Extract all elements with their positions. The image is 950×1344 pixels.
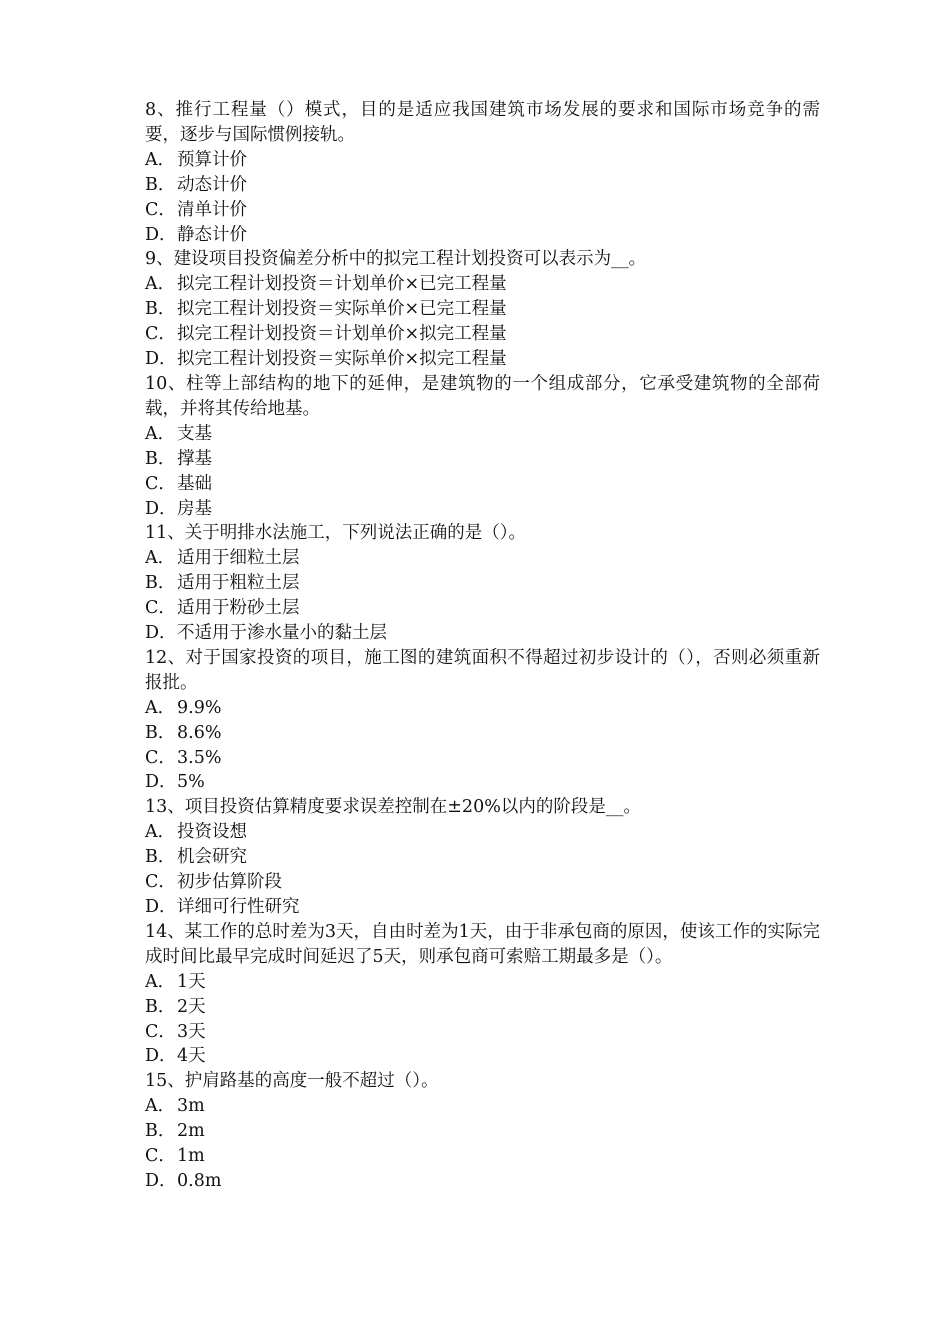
option-text: 适用于粉砂土层 xyxy=(177,598,300,619)
question-text: 11、关于明排水法施工，下列说法正确的是（）。 xyxy=(145,523,527,544)
option-label: B． xyxy=(145,1121,176,1142)
option-text: 9.9% xyxy=(177,697,222,718)
option-b xyxy=(145,571,820,596)
question-block xyxy=(145,247,820,372)
option-text: 拟完工程计划投资＝计划单价×拟完工程量 xyxy=(177,324,507,345)
option-label: C． xyxy=(145,872,176,893)
option-label: D． xyxy=(145,349,177,370)
option-a xyxy=(145,272,820,297)
option-a xyxy=(145,1094,820,1119)
option-d xyxy=(145,770,820,795)
option-d xyxy=(145,895,820,920)
option-d xyxy=(145,497,820,522)
option-text: 5% xyxy=(177,772,205,793)
option-text: 拟完工程计划投资＝实际单价×已完工程量 xyxy=(177,299,507,320)
option-label: D． xyxy=(145,623,177,644)
option-label: C． xyxy=(145,199,176,220)
option-b xyxy=(145,447,820,472)
option-text: 投资设想 xyxy=(177,822,247,843)
option-a xyxy=(145,820,820,845)
question-block xyxy=(145,372,820,521)
option-label: B． xyxy=(145,174,176,195)
option-label: C． xyxy=(145,324,176,345)
option-label: B． xyxy=(145,573,176,594)
option-a xyxy=(145,148,820,173)
option-text: 4天 xyxy=(177,1046,206,1067)
option-text: 3.5% xyxy=(177,747,222,768)
option-c xyxy=(145,1144,820,1169)
option-text: 预算计价 xyxy=(177,149,247,170)
option-text: 2m xyxy=(177,1121,205,1142)
option-d xyxy=(145,1044,820,1069)
option-a xyxy=(145,970,820,995)
option-text: 0.8m xyxy=(177,1170,222,1191)
option-label: C． xyxy=(145,747,176,768)
option-text: 8.6% xyxy=(177,722,222,743)
option-a xyxy=(145,422,820,447)
question-block xyxy=(145,521,820,646)
option-label: A． xyxy=(145,1096,176,1117)
option-c xyxy=(145,870,820,895)
option-text: 基础 xyxy=(177,473,212,494)
question-block xyxy=(145,1069,820,1194)
option-label: C． xyxy=(145,1021,176,1042)
option-label: B． xyxy=(145,299,176,320)
option-b xyxy=(145,1119,820,1144)
option-label: B． xyxy=(145,722,176,743)
option-d xyxy=(145,621,820,646)
option-b xyxy=(145,173,820,198)
option-text: 支基 xyxy=(177,423,212,444)
option-label: A． xyxy=(145,423,176,444)
option-d xyxy=(145,223,820,248)
option-label: D． xyxy=(145,224,177,245)
option-text: 3天 xyxy=(177,1021,206,1042)
option-c xyxy=(145,596,820,621)
question-list xyxy=(145,98,820,1194)
option-text: 3m xyxy=(177,1096,205,1117)
option-label: D． xyxy=(145,1046,177,1067)
option-label: D． xyxy=(145,772,177,793)
option-text: 拟完工程计划投资＝计划单价×已完工程量 xyxy=(177,274,507,295)
option-c xyxy=(145,1020,820,1045)
option-text: 1m xyxy=(177,1146,205,1167)
option-text: 动态计价 xyxy=(177,174,247,195)
option-label: B． xyxy=(145,996,176,1017)
option-text: 适用于细粒土层 xyxy=(177,548,300,569)
option-label: C． xyxy=(145,1146,176,1167)
option-label: A． xyxy=(145,548,176,569)
option-text: 1天 xyxy=(177,971,206,992)
option-label: B． xyxy=(145,448,176,469)
question-text: 8、推行工程量（）模式，目的是适应我国建筑市场发展的要求和国际市场竞争的需要，逐步与国际惯例接轨。 xyxy=(145,100,820,145)
option-c xyxy=(145,472,820,497)
option-text: 房基 xyxy=(177,498,212,519)
option-label: C． xyxy=(145,598,176,619)
option-d xyxy=(145,1169,820,1194)
question-block xyxy=(145,98,820,247)
option-b xyxy=(145,845,820,870)
option-a xyxy=(145,546,820,571)
question-text: 9、建设项目投资偏差分析中的拟完工程计划投资可以表示为__。 xyxy=(145,249,647,270)
option-c xyxy=(145,198,820,223)
option-b xyxy=(145,297,820,322)
question-block xyxy=(145,646,820,795)
option-label: A． xyxy=(145,149,176,170)
option-label: C． xyxy=(145,473,176,494)
option-c xyxy=(145,746,820,771)
option-text: 静态计价 xyxy=(177,224,247,245)
option-a xyxy=(145,696,820,721)
option-label: A． xyxy=(145,274,176,295)
option-b xyxy=(145,721,820,746)
option-c xyxy=(145,322,820,347)
option-label: A． xyxy=(145,697,176,718)
option-label: A． xyxy=(145,822,176,843)
option-label: D． xyxy=(145,498,177,519)
question-block xyxy=(145,920,820,1069)
option-text: 详细可行性研究 xyxy=(177,897,300,917)
option-text: 初步估算阶段 xyxy=(177,872,282,893)
option-b xyxy=(145,995,820,1020)
question-text: 15、护肩路基的高度一般不超过（）。 xyxy=(145,1071,439,1092)
option-text: 撑基 xyxy=(177,448,212,469)
option-text: 适用于粗粒土层 xyxy=(177,573,300,594)
option-text: 清单计价 xyxy=(177,199,247,220)
option-text: 机会研究 xyxy=(177,847,247,868)
option-d xyxy=(145,347,820,372)
option-label: A． xyxy=(145,971,176,992)
question-text: 12、对于国家投资的项目，施工图的建筑面积不得超过初步设计的（），否则必须重新报批。 xyxy=(145,647,820,693)
option-text: 不适用于渗水量小的黏土层 xyxy=(177,623,387,644)
question-text: 10、柱等上部结构的地下的延伸，是建筑物的一个组成部分，它承受建筑物的全部荷载，并将其传给地基。 xyxy=(145,373,820,419)
option-label: D． xyxy=(145,1170,177,1191)
option-text: 拟完工程计划投资＝实际单价×拟完工程量 xyxy=(177,349,507,370)
question-text: 13、项目投资估算精度要求误差控制在±20%以内的阶段是__。 xyxy=(145,797,641,818)
question-block xyxy=(145,795,820,920)
option-text: 2天 xyxy=(177,996,206,1017)
option-label: B． xyxy=(145,847,176,868)
option-label: D． xyxy=(145,897,177,917)
question-text: 14、某工作的总时差为3天，自由时差为1天，由于非承包商的原因，使该工作的实际完成时间比最早完成时间延迟了5天，则承包商可索赔工期最多是（）。 xyxy=(145,921,820,967)
